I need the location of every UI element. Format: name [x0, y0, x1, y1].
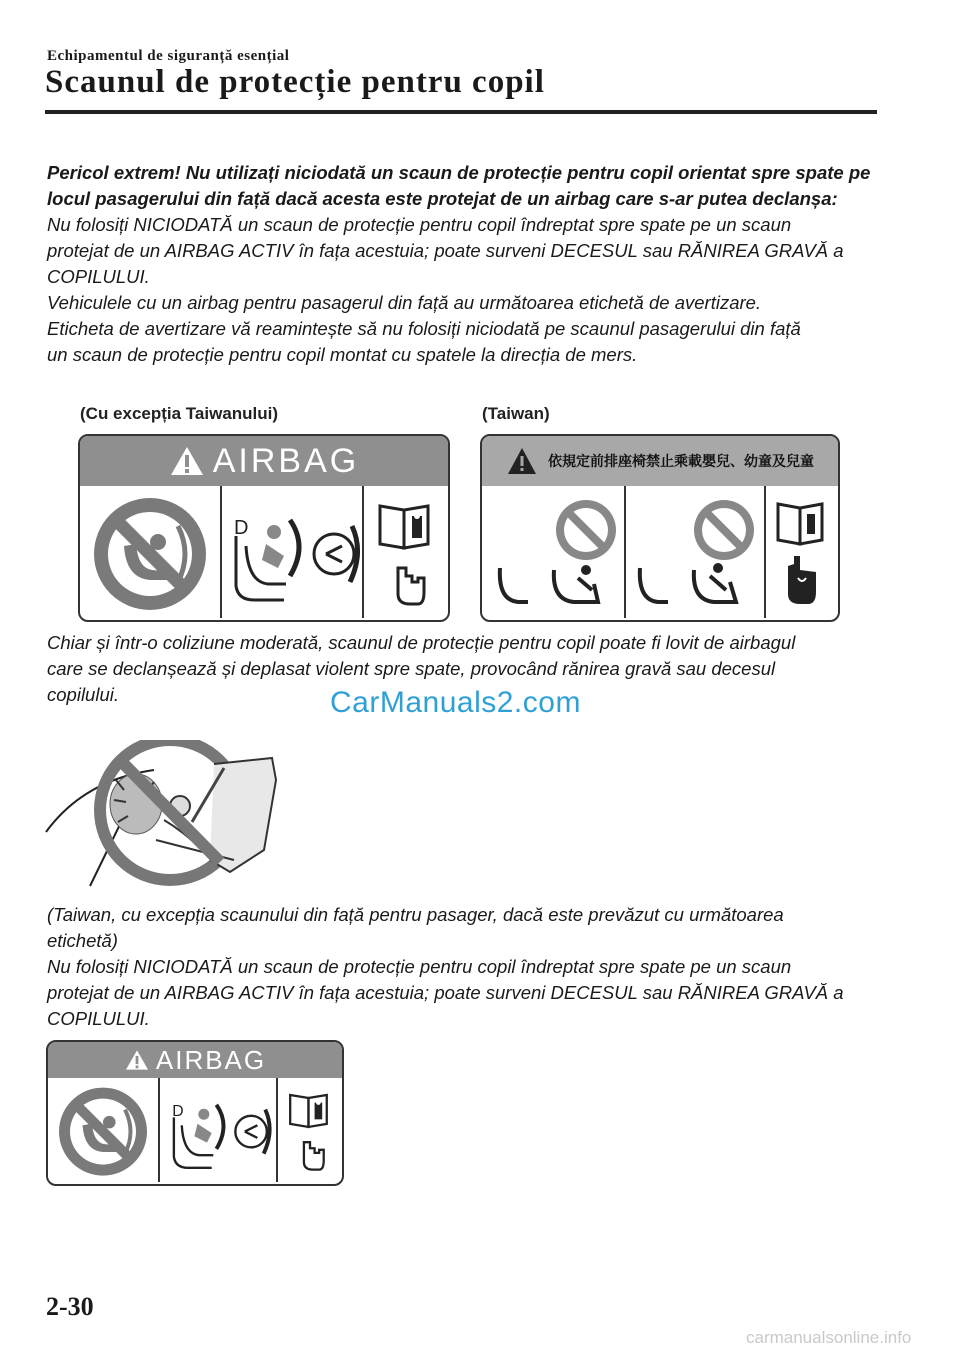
- svg-text:D: D: [234, 517, 249, 539]
- label-header: [48, 1042, 342, 1078]
- manual-info-icon: [364, 486, 448, 618]
- airbag-deploy-icon: [160, 1078, 276, 1182]
- airbag-deploy-cell: [222, 486, 364, 618]
- airbag-collision-illustration: [44, 740, 284, 890]
- taiwan-manual-cell: [766, 486, 838, 618]
- footer-site-watermark: carmanualsonline.info: [746, 1328, 912, 1347]
- collision-text-line: copilului.: [47, 684, 119, 705]
- taiwan-note-line: COPILULUI.: [47, 1008, 150, 1029]
- manual-info-icon: [766, 486, 838, 618]
- title-divider: [45, 110, 877, 114]
- taiwan-note-paragraph: [47, 902, 877, 1032]
- page-title: Scaunul de protecție pentru copil: [45, 64, 545, 100]
- manual-cell: [278, 1078, 342, 1182]
- taiwan-note-line: etichetă): [47, 930, 118, 951]
- airbag-text: AIRBAG: [212, 441, 360, 480]
- warning-triangle-icon: [169, 445, 205, 477]
- taiwan-note-line: Nu folosiți NICIODATĂ un scaun de protecție pentru copil îndreptat spre spate pe un scaun: [47, 956, 792, 977]
- warning-text-line: Nu folosiți NICIODATĂ un scaun de protecție pentru copil îndreptat spre spate pe un scaun: [47, 214, 792, 235]
- collision-text-line: care se declanșează și deplasat violent spre spate, provocând rănirea gravă sau decesul: [47, 658, 776, 679]
- taiwan-seat-cell-2: [626, 486, 766, 618]
- collision-text-line: Chiar și într-o coliziune moderată, scaunul de protecție pentru copil poate fi lovit de airbagul: [47, 632, 796, 653]
- airbag-warning-label: [78, 434, 450, 622]
- warning-text-line: Vehiculele cu un airbag pentru pasagerul din față au următoarea etichetă de avertizare.: [47, 292, 762, 313]
- prohibition-icon: [482, 486, 624, 618]
- airbag-deploy-icon: [222, 486, 362, 618]
- airbag-warning-label-small: [46, 1040, 344, 1186]
- watermark-text: CarManuals2.com: [330, 686, 581, 719]
- warning-triangle-icon: [506, 446, 538, 476]
- no-rear-facing-cell: [48, 1078, 160, 1182]
- taiwan-warning-label: [480, 434, 840, 622]
- warning-heading-line: locul pasagerului din față dacă acesta este protejat de un airbag care s-ar putea declanșa:: [47, 188, 838, 209]
- warning-text-line: protejat de un AIRBAG ACTIV în fața acestuia; poate surveni DECESUL sau RĂNIREA GRAVĂ a: [47, 240, 844, 261]
- svg-text:D: D: [172, 1102, 184, 1120]
- page-number: 2-30: [46, 1292, 94, 1321]
- warning-text-line: Eticheta de avertizare vă reamintește să nu folosiți niciodată pe scaunul pasagerului din față: [47, 318, 801, 339]
- taiwan-label-header: [482, 436, 838, 486]
- warning-heading-line: Pericol extrem! Nu utilizați niciodată un scaun de protecție pentru copil orientat spre spate pe: [47, 162, 871, 183]
- airbag-deploy-cell: [160, 1078, 278, 1182]
- warning-paragraph: [47, 160, 877, 368]
- taiwan-note-line: protejat de un AIRBAG ACTIV în fața acestuia; poate surveni DECESUL sau RĂNIREA GRAVĂ a: [47, 982, 844, 1003]
- taiwan-note-line: (Taiwan, cu excepția scaunului din față pentru pasager, dacă este prevăzut cu următoarea: [47, 904, 784, 925]
- taiwan-seat-cell-1: [482, 486, 626, 618]
- no-rear-facing-seat-icon: [48, 1078, 158, 1182]
- taiwan-header-text: 依規定前排座椅禁止乘載嬰兒、幼童及兒童: [548, 454, 814, 470]
- except-taiwan-caption: (Cu excepția Taiwanului): [80, 404, 279, 423]
- manual-cell: [364, 486, 448, 618]
- section-label: Echipamentul de siguranță esențial: [47, 48, 290, 64]
- no-rear-facing-seat-icon: [80, 486, 220, 618]
- warning-text-line: COPILULUI.: [47, 266, 150, 287]
- taiwan-caption: (Taiwan): [482, 404, 550, 423]
- no-rear-facing-cell: [80, 486, 222, 618]
- airbag-text: AIRBAG: [155, 1044, 267, 1075]
- prohibition-icon: [626, 486, 764, 618]
- manual-info-icon: [278, 1078, 342, 1182]
- warning-triangle-icon: [124, 1049, 150, 1071]
- label-header: [80, 436, 448, 486]
- warning-text-line: un scaun de protecție pentru copil montat cu spatele la direcția de mers.: [47, 344, 638, 365]
